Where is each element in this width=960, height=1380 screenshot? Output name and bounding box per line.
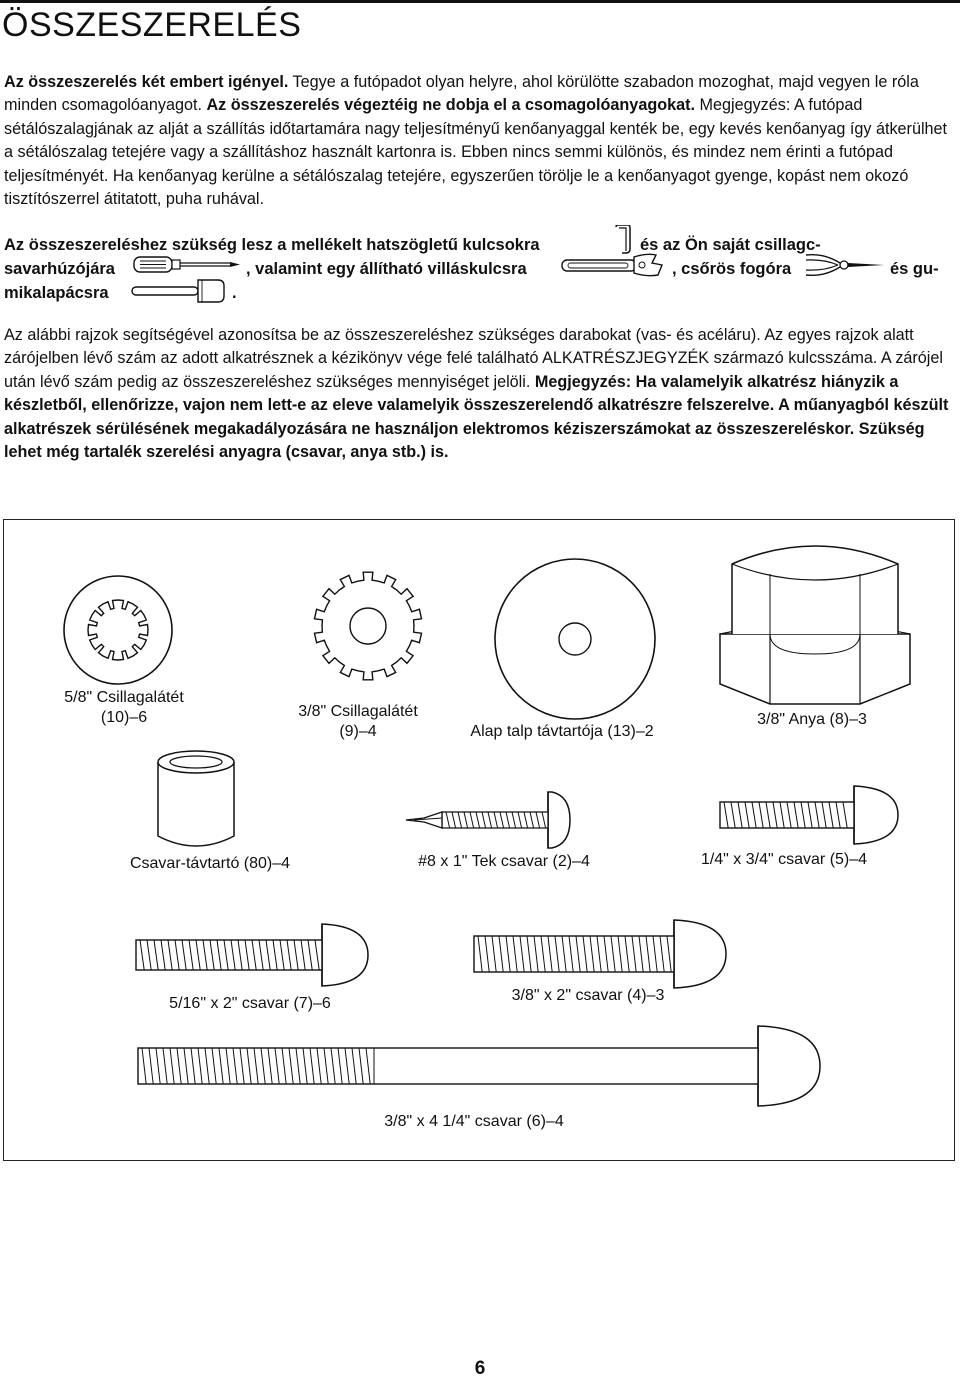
washer-hole (350, 608, 386, 644)
tools-text-3b: . (232, 284, 237, 302)
title-rule (0, 0, 960, 3)
label-star-washer-3-8-name: 3/8" Csillagalátét (298, 703, 418, 720)
intro-bold-1: Az összeszerelés két embert igényel. (4, 73, 289, 91)
label-star-washer-5-8-name: 5/8" Csillagalátét (64, 689, 184, 706)
base-spacer-drawing (490, 554, 660, 724)
bolt-3-8x2-drawing (470, 916, 730, 992)
tools-text-1b: és az Ön saját csillagc- (640, 236, 821, 254)
tools-text-1a: Az összeszereléshez szükség lesz a mellékelt hatszögletű kulcsokra (4, 236, 540, 254)
label-star-washer-5-8-qty: (10)–6 (100, 709, 148, 726)
tools-text-2a: savarhúzójára (4, 260, 115, 278)
label-base-spacer: Alap talp távtartója (13)–2 (470, 723, 654, 740)
label-star-washer-5-8 (34, 688, 214, 728)
tek-screw-drawing (402, 788, 572, 852)
parts-intro-paragraph (4, 324, 952, 464)
label-star-washer-3-8 (268, 702, 448, 742)
washer-teeth (88, 600, 148, 660)
label-screw-spacer: Csavar-távtartó (80)–4 (129, 855, 291, 872)
star-washer-3-8-drawing (310, 568, 426, 684)
nut-3-8-drawing (710, 534, 920, 714)
page-title: ÖSSZESZERELÉS (2, 6, 302, 44)
rubber-mallet-icon (130, 277, 228, 305)
intro-bold-2: Az összeszerelés végeztéig ne dobja el a csomagolóanyagokat. (206, 96, 695, 115)
label-bolt-3-8x2: 3/8" x 2" csavar (4)–3 (511, 987, 665, 1004)
bolt-5-16-drawing (132, 920, 372, 990)
parts-panel (3, 519, 955, 1161)
star-washer-5-8-drawing (58, 570, 178, 690)
tools-text-3a: mikalapácsra (4, 284, 109, 302)
adjustable-wrench-icon (560, 251, 666, 279)
tools-text-2d: és gu- (890, 260, 939, 278)
tools-text-2c: , csőrös fogóra (672, 260, 792, 278)
label-star-washer-3-8-qty: (9)–4 (339, 723, 377, 740)
intro-note: Megjegyzés: A futópad sétálószalagjának az alját a szállítás időtartamára nagy teljesítményű kenőanyaggal kenték be, egy kevés kenőanyag így átkerülhet a sétálószalag tetejére vagy a szállításhoz használt kartonra is. Ebben nincs semmi különös, és mindez nem érinti a futópad teljesítményét. Ha kenőanyag kerülne a sétálószalag tetejére, egyszerűen törölje le a kenőanyagot gyenge, kopást nem okozó tisztítószerrel átitatott, puha ruhával. (4, 96, 948, 209)
bolt-3-8x4-1-4-drawing (134, 1020, 824, 1112)
bolt-1-4-drawing (714, 782, 904, 848)
label-bolt-5-16: 5/16" x 2" csavar (7)–6 (169, 995, 331, 1012)
parts-intro-bold: Megjegyzés: Ha valamelyik alkatrész hiányzik a készletből, ellenőrizze, vajon nem lett-e az eleve valamelyik összeszerelendő alkatrészre felszerelve. A műanyagból készült alkatrészek sérülésének megakadályozására ne használjon elektromos kéziszerszámokat az összeszereléskor. Szükség lehet még tartalék szerelési anyagra (csavar, anya stb.) is. (4, 372, 949, 462)
page-number: 6 (474, 1358, 486, 1379)
parts-intro-text: Az alábbi rajzok segítségével azonosítsa be az összeszereléshez szükséges darabokat (vas- és acéláru). Az egyes rajzok alatt zárójelben lévő szám az adott alkatrésznek a kézikönyv vége felé található ALKATRÉSZJEGYZÉK származó kulcsszáma. A zárójel után lévő szám pedig az összeszereléshez szükséges mennyiséget jelöli. (4, 326, 944, 391)
label-bolt-3-8x4-1-4: 3/8" x 4 1/4" csavar (6)–4 (384, 1113, 564, 1130)
screwdriver-icon (132, 254, 244, 276)
label-nut-3-8: 3/8" Anya (8)–3 (757, 711, 867, 728)
label-tek-screw: #8 x 1" Tek csavar (2)–4 (418, 853, 590, 870)
screw-spacer-drawing (154, 748, 238, 852)
label-bolt-1-4: 1/4" x 3/4" csavar (5)–4 (700, 851, 868, 868)
tools-text-2b: , valamint egy állítható villáskulcsra (246, 260, 527, 278)
intro-paragraph (4, 71, 952, 211)
intro-text-1: Tegye a futópadot olyan helyre, ahol körülötte szabadon mozoghat, majd vegyen le róla minden csomagolóanyagot. (4, 73, 919, 115)
needle-nose-pliers-icon (804, 251, 886, 279)
